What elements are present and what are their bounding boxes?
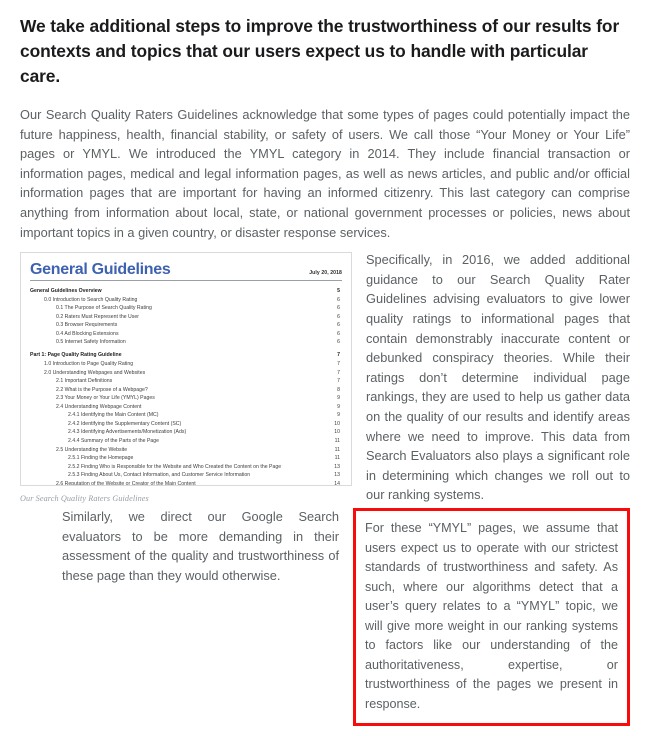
toc-entry-page: 13 — [334, 472, 340, 479]
toc-entry-page: 11 — [334, 455, 340, 462]
toc-entry-label: 2.5.3 Finding About Us, Contact Information, and Customer Service Information — [68, 472, 251, 479]
toc-entry-label: 2.4.3 Identifying Advertisements/Monetization (Ads) — [68, 429, 187, 436]
toc-entry-label: 2.4 Understanding Webpage Content — [56, 403, 142, 410]
toc-entry-page: 6 — [337, 322, 340, 329]
toc-entry-label: 2.4.2 Identifying the Supplementary Content (SC) — [68, 420, 182, 427]
toc-entry-page: 6 — [337, 296, 340, 303]
toc-entry-label: 2.3 Your Money or Your Life (YMYL) Pages — [56, 395, 155, 402]
table-of-contents — [30, 287, 342, 486]
toc-entry-label: 0.3 Browser Requirements — [56, 322, 118, 329]
toc-row — [30, 321, 342, 330]
callout-paragraph: For these “YMYL” pages, we assume that users expect us to operate with our strictest standards of trustworthiness and safety. As such, where our algorithms detect that a user’s query relates to a “YMYL” topic, we will give more weight in our ranking systems to factors like our understanding of the authoritativeness, expertise, or trustworthiness of the pages we present in response. — [365, 521, 618, 711]
toc-entry-label: 0.2 Raters Must Represent the User — [56, 313, 139, 320]
toc-entry-page: 5 — [337, 288, 340, 295]
guidelines-figure — [20, 252, 352, 503]
toc-row — [30, 437, 342, 446]
toc-entry-label: General Guidelines Overview — [30, 288, 102, 295]
toc-entry-page: 13 — [334, 463, 340, 470]
page-title: We take additional steps to improve the trustworthiness of our results for contexts and topics that our users expect us to handle with particular care. — [20, 16, 620, 86]
toc-entry-label: 0.1 The Purpose of Search Quality Rating — [56, 305, 152, 312]
toc-entry-page: 6 — [337, 330, 340, 337]
toc-row — [30, 369, 342, 378]
toc-entry-page: 14 — [334, 480, 340, 487]
toc-row — [30, 471, 342, 480]
toc-entry-label: 2.1 Important Definitions — [56, 378, 113, 385]
document-date: July 20, 2018 — [309, 270, 342, 277]
toc-entry-page: 9 — [337, 403, 340, 410]
toc-entry-page: 7 — [337, 361, 340, 368]
toc-row — [30, 287, 342, 296]
highlighted-callout-box — [353, 508, 630, 726]
toc-entry-label: 2.4.4 Summary of the Parts of the Page — [68, 437, 160, 444]
toc-entry-label: 2.2 What is the Purpose of a Webpage? — [56, 386, 148, 393]
toc-row — [30, 296, 342, 305]
toc-row — [30, 313, 342, 322]
toc-entry-label: 0.0 Introduction to Search Quality Rating — [44, 296, 138, 303]
toc-entry-page: 6 — [337, 305, 340, 312]
toc-entry-page: 10 — [334, 420, 340, 427]
intro-paragraph: Our Search Quality Raters Guidelines acknowledge that some types of pages could potentially impact the future happiness, health, financial stability, or safety of users. We call those “Your Money or Your Life” pages or YMYL. We introduced the YMYL category in 2014. They include financial transaction or information pages, medical and legal information pages, as well as news articles, and public and/or official information pages that are important for having an informed citizenry. This last category can comprise anything from information about local, state, or national government processes or policies, news about important topics in a given country, or disaster response services. — [20, 107, 630, 240]
toc-row — [30, 428, 342, 437]
toc-entry-label: 0.5 Internet Safety Information — [56, 339, 126, 346]
toc-entry-label: 1.0 Introduction to Page Quality Rating — [44, 361, 134, 368]
closing-paragraph: Specifically, in 2016, we added additional guidance to our Search Quality Rater Guidelines advising evaluators to give lower quality ratings to informational pages that contain demonstrably inaccurate content or debunked conspiracy theories. While their ratings don’t determine individual page rankings, they are used to help us gather data on the quality of our results and identify areas where we need to improve. This data from Search Evaluators also plays a significant role in determining which changes we roll out to our ranking systems. — [366, 252, 630, 503]
toc-entry-label: 2.0 Understanding Webpages and Websites — [44, 369, 146, 376]
toc-row — [30, 330, 342, 339]
toc-row — [30, 420, 342, 429]
toc-row — [30, 454, 342, 463]
document-title: General Guidelines — [30, 261, 171, 279]
toc-row — [30, 480, 342, 486]
toc-entry-page: 8 — [337, 386, 340, 393]
toc-row — [30, 463, 342, 472]
toc-row — [30, 411, 342, 420]
toc-row — [30, 386, 342, 395]
document-header — [30, 261, 342, 279]
toc-row — [30, 446, 342, 455]
toc-row — [30, 377, 342, 386]
toc-entry-label: 2.5.2 Finding Who is Responsible for the Website and Who Created the Content on the Page — [68, 463, 282, 470]
toc-entry-page: 9 — [337, 395, 340, 402]
toc-entry-label: 0.4 Ad Blocking Extensions — [56, 330, 119, 337]
figure-caption: Our Search Quality Raters Guidelines — [20, 494, 149, 504]
toc-row — [30, 360, 342, 369]
guidelines-document-image — [20, 252, 352, 486]
toc-entry-page: 7 — [337, 378, 340, 385]
toc-entry-label: 2.5 Understanding the Website — [56, 446, 128, 453]
toc-entry-page: 9 — [337, 412, 340, 419]
toc-entry-page: 6 — [337, 313, 340, 320]
toc-entry-page: 7 — [337, 352, 340, 359]
right-column-block — [62, 507, 339, 585]
toc-row — [30, 304, 342, 313]
toc-entry-label: 2.6 Reputation of the Website or Creator of the Main Content — [56, 480, 196, 487]
toc-entry-label: 2.5.1 Finding the Homepage — [68, 455, 134, 462]
toc-row — [30, 394, 342, 403]
toc-entry-label: 2.4.1 Identifying the Main Content (MC) — [68, 412, 159, 419]
toc-entry-label: Part 1: Page Quality Rating Guideline — [30, 352, 122, 359]
toc-entry-page: 7 — [337, 369, 340, 376]
toc-entry-page: 11 — [334, 437, 340, 444]
toc-row — [30, 403, 342, 412]
document-title-rule — [30, 280, 342, 281]
right-column-paragraph: Similarly, we direct our Google Search evaluators to be more demanding in their assessment of the quality and trustworthiness of these page than they would otherwise. — [62, 509, 339, 583]
toc-entry-page: 11 — [334, 446, 340, 453]
toc-row — [30, 351, 342, 360]
toc-entry-page: 10 — [334, 429, 340, 436]
toc-row — [30, 338, 342, 347]
toc-entry-page: 6 — [337, 339, 340, 346]
